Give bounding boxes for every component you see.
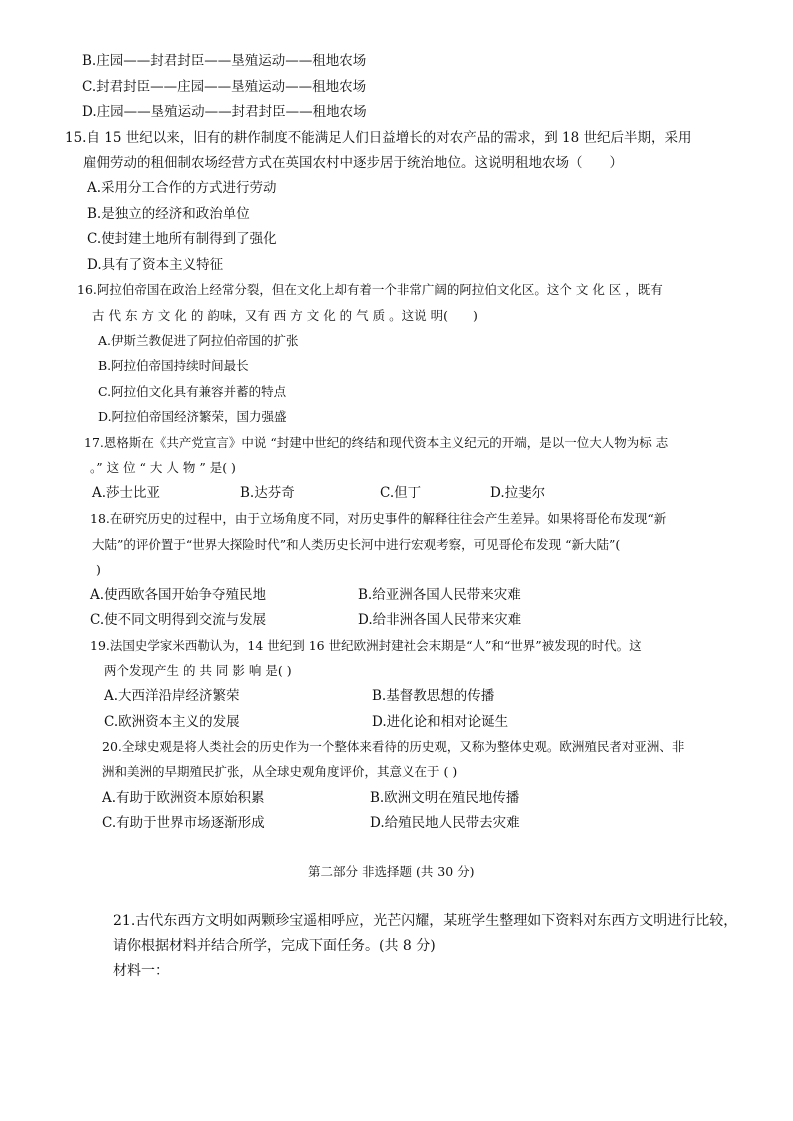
q20-option-b: B.欧洲文明在殖民地传播 bbox=[370, 790, 520, 806]
q19-option-c: C.欧洲资本主义的发展 bbox=[104, 714, 240, 730]
q20-option-c: C.有助于世界市场逐渐形成 bbox=[102, 815, 265, 831]
q17-option-a: A.莎士比亚 bbox=[92, 485, 161, 501]
q20-stem-line1: 20.全球史观是将人类社会的历史作为一个整体来看待的历史观，又称为整体史观。欧洲殖民者对亚洲、非 bbox=[102, 739, 685, 754]
q18-option-c: C.使不同文明得到交流与发展 bbox=[90, 612, 267, 628]
q20-stem-line2: 洲和美洲的早期殖民扩张，从全球史观角度评价，其意义在于 ( ) bbox=[102, 764, 458, 779]
q21-material-label: 材料一： bbox=[113, 963, 169, 979]
q15-option-b: B.是独立的经济和政治单位 bbox=[87, 206, 250, 222]
part2-heading: 第二部分 非选择题 (共 30 分) bbox=[308, 864, 475, 879]
q18-stem-line3: ) bbox=[96, 562, 101, 577]
q19-option-b: B.基督教思想的传播 bbox=[372, 688, 495, 704]
q18-option-b: B.给亚洲各国人民带来灾难 bbox=[358, 587, 521, 603]
q19-stem-line1: 19.法国史学家米西勒认为，14 世纪到 16 世纪欧洲封建社会末期是“人”和“世界”被发现的时代。这 bbox=[90, 638, 642, 653]
q16-option-a: A.伊斯兰教促进了阿拉伯帝国的扩张 bbox=[98, 333, 299, 348]
q14-option-d: D.庄园——垦殖运动——封君封臣——租地农场 bbox=[82, 104, 367, 120]
q15-option-d: D.具有了资本主义特征 bbox=[87, 257, 224, 273]
q16-stem-line2: 古 代 东 方 文 化 的 韵味，又有 西 方 文 化 的 气 质 。这说 明( ) bbox=[92, 308, 478, 323]
q18-stem-line1: 18.在研究历史的过程中，由于立场角度不同，对历史事件的解释往往会产生差异。如果将哥伦布发现“新 bbox=[90, 511, 667, 526]
q14-option-b: B.庄园——封君封臣——垦殖运动——租地农场 bbox=[82, 53, 367, 69]
q19-option-a: A.大西洋沿岸经济繁荣 bbox=[104, 688, 240, 704]
q15-option-a: A.采用分工合作的方式进行劳动 bbox=[87, 180, 277, 196]
q20-option-a: A.有助于欧洲资本原始积累 bbox=[102, 790, 265, 806]
q17-option-b: B.达芬奇 bbox=[240, 485, 295, 501]
q17-stem-line1: 17.恩格斯在《共产党宣言》中说 “封建中世纪的终结和现代资本主义纪元的开端，是以一位大人物为标 志 bbox=[84, 435, 669, 450]
q21-stem-line2: 请你根据材料并结合所学，完成下面任务。(共 8 分) bbox=[113, 938, 436, 954]
q17-option-c: C.但丁 bbox=[380, 485, 422, 501]
q18-option-a: A.使西欧各国开始争夺殖民地 bbox=[90, 587, 267, 603]
q17-stem-line2: 。” 这 位 “ 大 人 物 ” 是( ) bbox=[90, 460, 236, 475]
q16-stem-line1: 16.阿拉伯帝国在政治上经常分裂，但在文化上却有着一个非常广阔的阿拉伯文化区。这个 文 化 区 ，既有 bbox=[77, 282, 663, 297]
q21-stem-line1: 21.古代东西方文明如两颗珍宝遥相呼应，光芒闪耀，某班学生整理如下资料对东西方文明进行比较， bbox=[113, 913, 738, 929]
q16-option-c: C.阿拉伯文化具有兼容并蓄的特点 bbox=[98, 384, 287, 399]
q20-option-d: D.给殖民地人民带去灾难 bbox=[370, 815, 520, 831]
q18-stem-line2: 大陆”的评价置于“世界大探险时代”和人类历史长河中进行宏观考察，可见哥伦布发现 “新大陆”( bbox=[92, 537, 621, 552]
q19-option-d: D.进化论和相对论诞生 bbox=[372, 714, 509, 730]
q15-stem-line1: 15.自 15 世纪以来，旧有的耕作制度不能满足人们日益增长的对农产品的需求，到 18 世纪后半期，采用 bbox=[65, 130, 692, 146]
q18-option-d: D.给非洲各国人民带来灾难 bbox=[358, 612, 522, 628]
q15-option-c: C.使封建土地所有制得到了强化 bbox=[87, 231, 277, 247]
q16-option-b: B.阿拉伯帝国持续时间最长 bbox=[98, 358, 249, 373]
q16-option-d: D.阿拉伯帝国经济繁荣，国力强盛 bbox=[98, 409, 287, 424]
q15-stem-line2: 雇佣劳动的租佃制农场经营方式在英国农村中逐步居于统治地位。这说明租地农场（ ） bbox=[83, 155, 623, 171]
q19-stem-line2: 两个发现产生 的 共 同 影 响 是( ) bbox=[104, 663, 292, 678]
q17-option-d: D.拉斐尔 bbox=[490, 485, 546, 501]
q14-option-c: C.封君封臣——庄园——垦殖运动——租地农场 bbox=[82, 79, 367, 95]
